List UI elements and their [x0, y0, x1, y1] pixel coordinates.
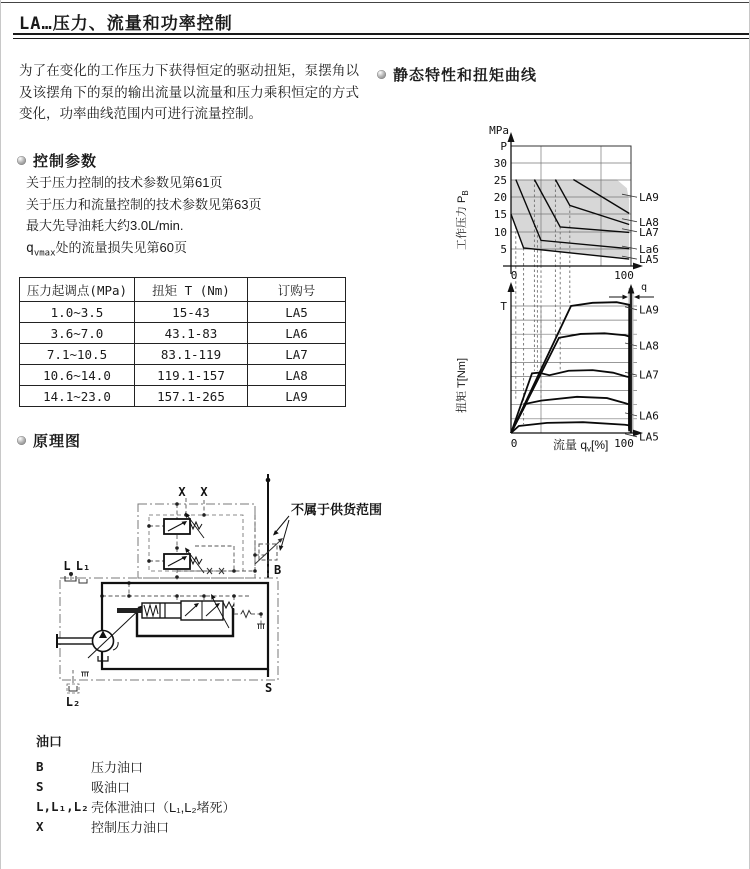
- series-label-LA7: LA7: [639, 368, 659, 382]
- drain-ports: [65, 576, 87, 583]
- col-header-torque: 扭矩 T (Nm): [135, 278, 248, 302]
- port-key: L,L₁,L₂: [36, 798, 89, 814]
- port-label-x2: X: [200, 485, 208, 499]
- y-tick: 10: [493, 226, 507, 239]
- intro-paragraph: 为了在变化的工作压力下获得恒定的驱动扭矩，泵摆角以及该摆角下的泵的输出流量以流量和压力乘积恒定的方式变化，功率曲线范围内可进行流量控制。: [19, 63, 359, 121]
- series-label-La6: La6: [639, 243, 659, 257]
- supply-scope-note: 不属于供货范围: [291, 502, 383, 517]
- cell-pressure: 14.1~23.0: [20, 386, 135, 407]
- y-tick: 30: [493, 157, 507, 170]
- table-row: [20, 302, 346, 323]
- table-row: [20, 323, 346, 344]
- y-axis-arrow-icon: [508, 282, 515, 292]
- right-arrow-icon: [623, 295, 629, 300]
- series-label-LA5: LA5: [639, 430, 659, 444]
- drive-shaft: [57, 638, 93, 644]
- drain-port-l2: [67, 680, 79, 693]
- bullet-icon: [17, 436, 26, 445]
- ports-legend: [36, 731, 236, 836]
- param-line: 关于压力和流量控制的技术参数见第63页: [26, 196, 262, 212]
- col-header-pressure: 压力起调点(MPa): [20, 278, 135, 302]
- chart1-y-axis-title: 工作压力 $P_B$: [456, 190, 470, 250]
- bullet-icon: [377, 70, 386, 79]
- chart2-gridlines: [511, 306, 637, 433]
- pressure-torque-table: [19, 277, 346, 407]
- port-desc: 吸油口: [91, 779, 131, 795]
- cell-pressure: 1.0~3.5: [20, 302, 135, 323]
- param-line: 最大先导油耗大约3.0L/min.: [26, 218, 184, 233]
- page-top-rule: [1, 2, 750, 3]
- y-unit: MPa: [489, 124, 509, 137]
- pilot-valve-1: [164, 513, 204, 539]
- y-tick: 5: [500, 243, 507, 256]
- cell-pressure: 10.6~14.0: [20, 365, 135, 386]
- characteristic-charts: [441, 118, 750, 470]
- section-heading-curves: [377, 64, 537, 85]
- piston-rod: [117, 608, 142, 613]
- orifice-symbol: [241, 611, 251, 618]
- torque-curves: [511, 302, 659, 443]
- port-label-x1: X: [178, 485, 186, 499]
- ports-row: [36, 816, 236, 836]
- series-label-LA8: LA8: [639, 215, 659, 229]
- table-row: [20, 386, 346, 407]
- q-subscript: vmax: [33, 248, 56, 259]
- chart2-x-axis-title: 流量 $q_v[\%]$: [553, 438, 609, 454]
- bullet-icon: [17, 156, 26, 165]
- variable-pump: [57, 605, 144, 661]
- port-key: X: [36, 818, 44, 834]
- port-label-l: L: [63, 559, 71, 573]
- ports-row: [36, 776, 236, 796]
- cell-order: LA5: [248, 302, 346, 323]
- ports-row: [36, 796, 236, 816]
- x-tick: 0: [510, 269, 518, 282]
- port-label-b: B: [274, 563, 282, 577]
- cell-torque: 119.1-157: [135, 365, 248, 386]
- cell-torque: 43.1-83: [135, 323, 248, 344]
- y-tick: 15: [493, 208, 507, 221]
- section-title: 控制参数: [33, 153, 98, 170]
- port-desc: 壳体泄油口（L₁,L₂堵死）: [91, 799, 236, 815]
- pilot-valve-2: [164, 548, 204, 574]
- cell-pressure: 3.6~7.0: [20, 323, 135, 344]
- port-label-s: S: [265, 681, 273, 695]
- series-label-LA9: LA9: [639, 191, 659, 205]
- series-label-LA7: LA7: [639, 225, 659, 239]
- port-label-l2: L₂: [65, 695, 81, 709]
- ports-heading: 油口: [36, 734, 63, 749]
- x-tick: 100: [614, 437, 634, 450]
- section-heading-control-params: [17, 150, 97, 171]
- cell-pressure: 7.1~10.5: [20, 344, 135, 365]
- q-text: 处的流量损失见第60页: [55, 239, 187, 255]
- x-tick: 100: [614, 269, 634, 282]
- series-label-LA8: LA8: [639, 339, 659, 353]
- y-tick: T: [500, 300, 507, 313]
- series-label-LA9: LA9: [639, 303, 659, 317]
- cell-torque: 15-43: [135, 302, 248, 323]
- cell-torque: 83.1-119: [135, 344, 248, 365]
- left-arrow-icon: [634, 295, 640, 300]
- cell-order: LA9: [248, 386, 346, 407]
- param-line: 关于压力控制的技术参数见第61页: [26, 175, 223, 190]
- q-label: q: [641, 282, 648, 293]
- port-key: S: [36, 778, 44, 794]
- series-LA5-line: [511, 422, 629, 433]
- control-cylinder: [117, 594, 234, 636]
- series-LA9-line: [511, 302, 629, 433]
- col-header-order: 订购号: [248, 278, 346, 302]
- y-tick: 25: [493, 174, 507, 187]
- chart2-tick-labels: [500, 300, 634, 450]
- table-header-row: [20, 278, 346, 302]
- page-title: LA…压力、流量和功率控制: [19, 14, 233, 34]
- section-title: 原理图: [33, 433, 82, 450]
- series-LA6-line: [511, 397, 629, 433]
- port-desc: 控制压力油口: [91, 819, 170, 835]
- section-title: 静态特性和扭矩曲线: [393, 67, 538, 84]
- x-tick: 0: [510, 437, 518, 450]
- hydraulic-schematic: [29, 456, 389, 712]
- table-row: [20, 344, 346, 365]
- title-double-rule: [13, 33, 749, 39]
- cell-order: LA7: [248, 344, 346, 365]
- y-tick: 20: [493, 191, 507, 204]
- table-row: [20, 365, 346, 386]
- ports-row: [36, 756, 236, 776]
- port-label-l1: L₁: [75, 559, 91, 573]
- cell-order: LA6: [248, 323, 346, 344]
- port-desc: 压力油口: [91, 759, 144, 775]
- series-label-LA6: LA6: [639, 409, 659, 423]
- port-key: B: [36, 758, 44, 774]
- series-label-LA5: LA5: [639, 253, 659, 267]
- chart2-y-axis-title: 扭矩 T[Nm]: [456, 358, 468, 413]
- cell-torque: 157.1-265: [135, 386, 248, 407]
- cell-order: LA8: [248, 365, 346, 386]
- section-heading-schematic: [17, 430, 81, 451]
- param-line-qvmax: [26, 237, 261, 265]
- q-symbol: q: [26, 240, 34, 256]
- y-tick: P: [500, 140, 507, 153]
- main-circuit-lines: [102, 583, 268, 677]
- control-params-list: [26, 172, 261, 265]
